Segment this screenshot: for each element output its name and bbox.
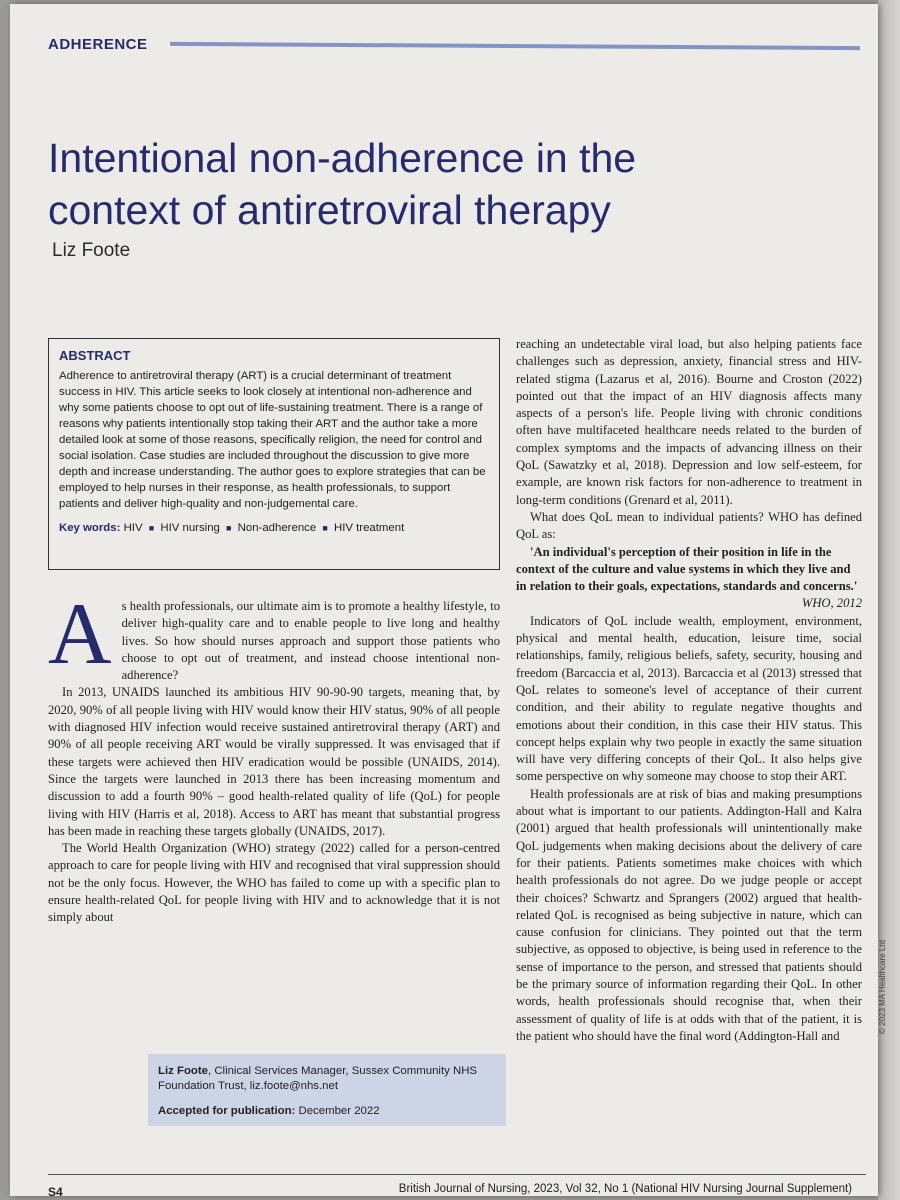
paragraph xyxy=(48,586,500,684)
keywords-label: Key words: xyxy=(59,522,121,534)
keyword-separator: ■ xyxy=(322,523,328,533)
accepted-date: December 2022 xyxy=(295,1105,380,1117)
footer-rule xyxy=(48,1174,866,1175)
section-rule xyxy=(170,42,860,50)
author-affiliation xyxy=(158,1064,496,1094)
abstract-body: Adherence to antiretroviral therapy (ART) is a crucial determinant of treatment success in HIV. This article seeks to look closely at intentional non-adherence and why some patients choose to opt out of life-sustaining treatment. There is a range of reasons why patients intentionally stop taking their ART and the author take a more detailed look at some of those reasons, specifically religion, the need for control and social isolation. Case studies are included throughout the discussion to give more depth and increase understanding. The author goes to explore strategies that can be employed to help nurses in their response, as health professionals, to support patients and deliver high-quality and non-judgemental care. xyxy=(59,370,486,510)
keyword: HIV treatment xyxy=(333,522,405,534)
paragraph: In 2013, UNAIDS launched its ambitious HIV 90-90-90 targets, meaning that, by 2020, 90% of all people living with HIV would know their HIV status, 90% of all people with diagnosed HIV infection would receive sustained antiretroviral therapy (ART) and 90% of all people receiving ART would be virally suppressed. It was envisaged that if these targets were achieved then HIV eradication would be possible (UNAIDS, 2014). Since the targets were launched in 2013 there has been increasing momentum and discussion to add a fourth 90% – good health-related quality of life (QoL) for people living with HIV (Harris et al, 2018). Access to ART has meant that substantial progress has been made in reaching these targets globally (UNAIDS, 2017). xyxy=(48,685,500,838)
paragraph: What does QoL mean to individual patients? WHO has defined QoL as: xyxy=(516,509,862,542)
keyword: Non-adherence xyxy=(237,522,317,534)
paragraph: Health professionals are at risk of bias and making presumptions about what is important to our patients. Addington-Hall and Kalra (2001) argued that health professionals will unintentionally make QoL judgements when making decisions about the delivery of care for their patients. Patients sometimes make choices with which health professionals do not agree. Do we judge people or accept their choices? Schwartz and Sprangers (2002) argued that health-related QoL is recognised as being subjective in nature, which can cause confusion for clinicians. They pointed out that the term subjective, as opposed to objective, is being used in reference to the sense of importance to the person, and stressed that patients should be the primary source of information regarding their QoL. In other words, health professionals should recognise that, when their assessment of quality of life is at odds with that of the patient, it is the patient who should have the final word (Addington-Hall and xyxy=(516,786,862,1043)
accepted-label: Accepted for publication: xyxy=(158,1105,296,1117)
page-number: S4 xyxy=(48,1185,63,1199)
keyword: HIV xyxy=(123,522,143,534)
author-box-affiliation: , Clinical Services Manager, Sussex Community NHS Foundation Trust, liz.foote@nhs.net xyxy=(158,1065,478,1092)
keyword-separator: ■ xyxy=(148,523,155,533)
who-quote: 'An individual's perception of their position in life in the context of the culture and value systems in which they live and in relation to their goals, expectations, standards and concerns.' xyxy=(516,544,858,594)
quote-source: WHO, 2012 xyxy=(801,596,862,611)
copyright-notice: © 2023 MA Healthcare Ltd xyxy=(878,940,887,1034)
right-column xyxy=(516,336,862,1045)
section-label: ADHERENCE xyxy=(48,36,148,53)
author-info-box xyxy=(148,1054,506,1126)
author-box-name: Liz Foote xyxy=(158,1065,208,1077)
paragraph-text: s health professionals, our ultimate aim is to promote a healthy lifestyle, to deliver high-quality care and to enable people to live long and healthy lives. So how should nurses approach and support those patients who choose to opt out of treatment, and instead choose intentional non-adherence? xyxy=(121,599,500,683)
drop-cap: A xyxy=(48,586,112,683)
paragraph: Indicators of QoL include wealth, employment, environment, physical and mental health, education, leisure time, social relationships, family, religious beliefs, safety, security, housing and freedom (Barcaccia et al, 2013). Barcaccia et al (2013) stressed that QoL relates to someone's level of acceptance of their current condition, and their ability to regulate negative thoughts and emotions about their condition, in this case their HIV status. This concept helps explain why two people in exactly the same situation will have very differing concepts of their QoL. It also helps give some perspective on why someone may choose to stop their ART. xyxy=(516,613,862,784)
journal-page xyxy=(10,4,887,1199)
keyword-separator: ■ xyxy=(226,523,232,533)
keywords xyxy=(59,520,489,536)
left-column xyxy=(48,586,500,927)
paragraph: reaching an undetectable viral load, but also helping patients face challenges such as depression, anxiety, financial stress and HIV-related stigma (Lazarus et al, 2016). Bourne and Croston (2022) pointed out that the impact of an HIV diagnosis affects many aspects of a person's life. People living with chronic conditions often have multifaceted healthcare needs related to the burden of complex symptoms and the impacts of advancing illness on their QoL (Sawatzky et al, 2018). Depression and low self-esteem, for example, are known risk factors for non-adherence to treatment in long-term conditions (Grenard et al, 2011). xyxy=(516,337,862,507)
paragraph: The World Health Organization (WHO) strategy (2022) called for a person-centred approach to care for people living with HIV and recognised that viral suppression should not be the only focus. However, the WHO has failed to come up with a specific plan to ensure health-related QoL for people living with HIV and to acknowledge that it is not simply about xyxy=(48,841,500,925)
article-title: Intentional non-adherence in the context of antiretroviral therapy xyxy=(48,135,637,233)
keyword: HIV nursing xyxy=(160,522,220,534)
journal-citation: British Journal of Nursing, 2023, Vol 32, No 1 (National HIV Nursing Journal Supplement) xyxy=(398,1183,852,1195)
abstract-box xyxy=(48,338,500,570)
abstract-heading: ABSTRACT xyxy=(59,348,131,363)
article-author: Liz Foote xyxy=(52,240,131,261)
accepted-line xyxy=(158,1104,496,1119)
